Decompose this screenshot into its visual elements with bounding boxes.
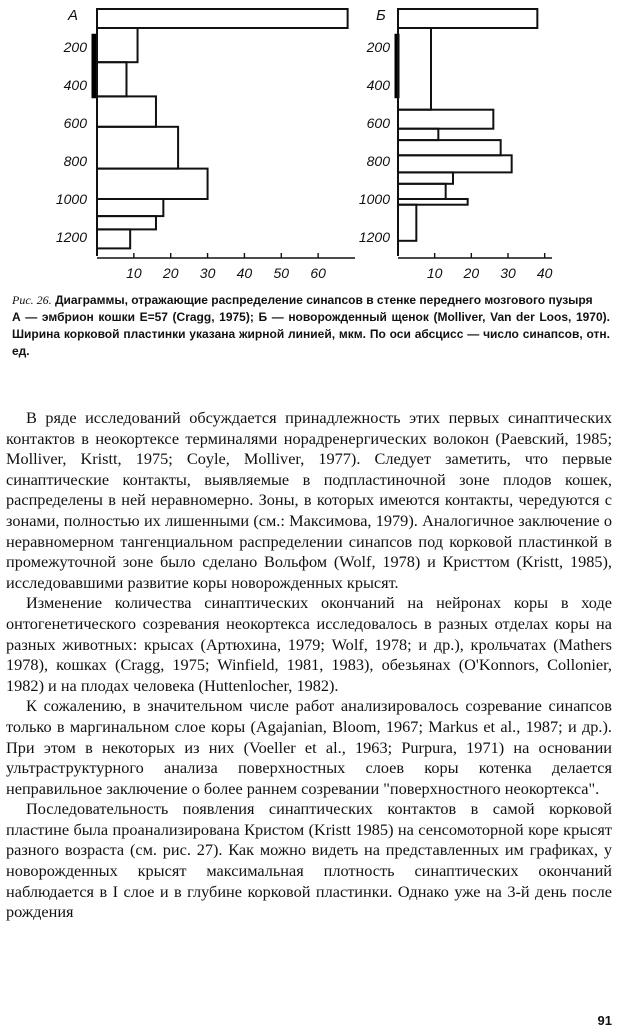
panel-a-bar bbox=[97, 229, 130, 248]
figure-26 bbox=[0, 0, 620, 292]
panel-b-bar bbox=[398, 110, 493, 129]
panel-a-y-tick-label: 1200 bbox=[55, 229, 87, 245]
panel-a-label: А bbox=[68, 7, 79, 24]
figure-caption bbox=[12, 292, 610, 360]
body-text bbox=[6, 408, 612, 923]
page-number: 91 bbox=[597, 1013, 612, 1028]
panel-a-x-tick-label: 10 bbox=[126, 265, 142, 281]
panel-a-bar bbox=[97, 96, 156, 126]
panel-b-y-tick-label: 1000 bbox=[358, 191, 390, 207]
histogram-figure bbox=[0, 0, 620, 292]
panel-b-y-tick-label: 800 bbox=[366, 153, 390, 169]
panel-b-bar bbox=[398, 155, 512, 172]
panel-a-bar bbox=[97, 9, 348, 28]
panel-a-x-tick-label: 50 bbox=[273, 265, 290, 281]
panel-a-bar bbox=[97, 62, 126, 96]
paragraph: Изменение количества синаптических окончаний на нейронах коры в ходе онтогенетического созревания неокортекса исследовалось в разных отделах коры на разных животных: крысах (Артюхина, 1979; Wolf, 1978; и др.), крольчатах (Mathers 1978), кошках (Cragg, 1975; Winfield, 1981, 1983), обезьянах (O'Konnors, Collonier, 1982) и на плодах человека (Huttenlocher, 1982). bbox=[6, 593, 612, 695]
panel-b-bar bbox=[398, 140, 501, 155]
panel-b-y-tick-label: 200 bbox=[366, 39, 390, 55]
caption-description: А — эмбрион кошки E=57 (Cragg, 1975); Б — новорожденный щенок (Molliver, Van der Loos, 1970). Ширина корковой пластинки указана жирной линией, мкм. По оси абсцисс — число синапсов, отн. ед. bbox=[12, 310, 610, 358]
panel-b-x-tick-label: 40 bbox=[536, 265, 553, 281]
panel-b-y-tick-label: 400 bbox=[366, 77, 390, 93]
panel-b-y-tick-label: 1200 bbox=[358, 229, 390, 245]
panel-a-y-tick-label: 200 bbox=[63, 39, 87, 55]
panel-a-x-tick-label: 20 bbox=[162, 265, 179, 281]
panel-b-x-tick-label: 10 bbox=[426, 265, 443, 281]
panel-b-y-tick-label: 600 bbox=[366, 115, 390, 131]
panel-a-y-tick-label: 400 bbox=[63, 77, 87, 93]
panel-a-y-tick-label: 600 bbox=[63, 115, 87, 131]
paragraph: В ряде исследований обсуждается принадлежность этих первых синаптических контактов в неокортексе терминалями норадренергических волокон (Раевский, 1985; Molliver, Kristt, 1975; Coyle, Molliver, 1977). Следует заметить, что первые синаптические контакты, выявляемые в подпластиночной зоне плодов кошек, распределены в ней неравномерно. Зоны, в которых имеются контакты, чередуются с зонами, полностью их лишенными (см.: Максимова, 1979). Аналогичное заключение о неравномерном тангенциальном распределении синапсов под корковой пластинкой в промежуточной зоне было сделано Вольфом (Wolf, 1978) и Кристтом (Kristt, 1985), исследовавшими развитие коры новорожденных крысят. bbox=[6, 408, 612, 592]
panel-a-y-tick-label: 1000 bbox=[55, 191, 87, 207]
panel-a-y-tick-label: 800 bbox=[63, 153, 87, 169]
panel-b-bar bbox=[398, 172, 453, 183]
panel-b-label: Б bbox=[376, 7, 386, 24]
panel-a-bar bbox=[97, 28, 138, 62]
caption-label: Рис. 26. bbox=[12, 293, 52, 307]
panel-b-bar bbox=[398, 184, 446, 199]
panel-a-x-tick-label: 30 bbox=[199, 265, 216, 281]
panel-a-bar bbox=[97, 199, 163, 216]
panel-b-bar bbox=[398, 205, 416, 241]
panel-b-bar bbox=[398, 129, 438, 140]
panel-b-bar bbox=[398, 28, 431, 110]
caption-title: Диаграммы, отражающие распределение синапсов в стенке переднего мозгового пузыря bbox=[55, 293, 593, 307]
panel-a-bar bbox=[97, 216, 156, 229]
panel-a-x-tick-label: 40 bbox=[236, 265, 253, 281]
panel-a-x-tick-label: 60 bbox=[310, 265, 326, 281]
panel-a-bar bbox=[97, 127, 178, 169]
panel-b-x-tick-label: 20 bbox=[463, 265, 480, 281]
panel-b-x-tick-label: 30 bbox=[500, 265, 516, 281]
panel-b-bar bbox=[398, 9, 537, 28]
paragraph: Последовательность появления синаптических контактов в самой корковой пластине была проанализирована Кристом (Kristt 1985) на сенсомоторной коре крысят разного возраста (см. рис. 27). Как можно видеть на представленных им графиках, у новорожденных крысят максимальная плотность синаптических окончаний наблюдается в I слое и в глубине корковой пластинки. Однако уже на 3-й день после рождения bbox=[6, 799, 612, 922]
paragraph: К сожалению, в значительном числе работ анализировалось созревание синапсов только в маргинальном слое коры (Agajanian, Bloom, 1967; Markus et al., 1987; и др.). При этом в некоторых из них (Voeller et al., 1963; Purpura, 1971) на основании ультраструктурного анализа поверхностных слоев коры котенка делается неправильное заключение о более раннем созревании "поверхностного неокортекса". bbox=[6, 696, 612, 798]
panel-a-bar bbox=[97, 169, 208, 199]
